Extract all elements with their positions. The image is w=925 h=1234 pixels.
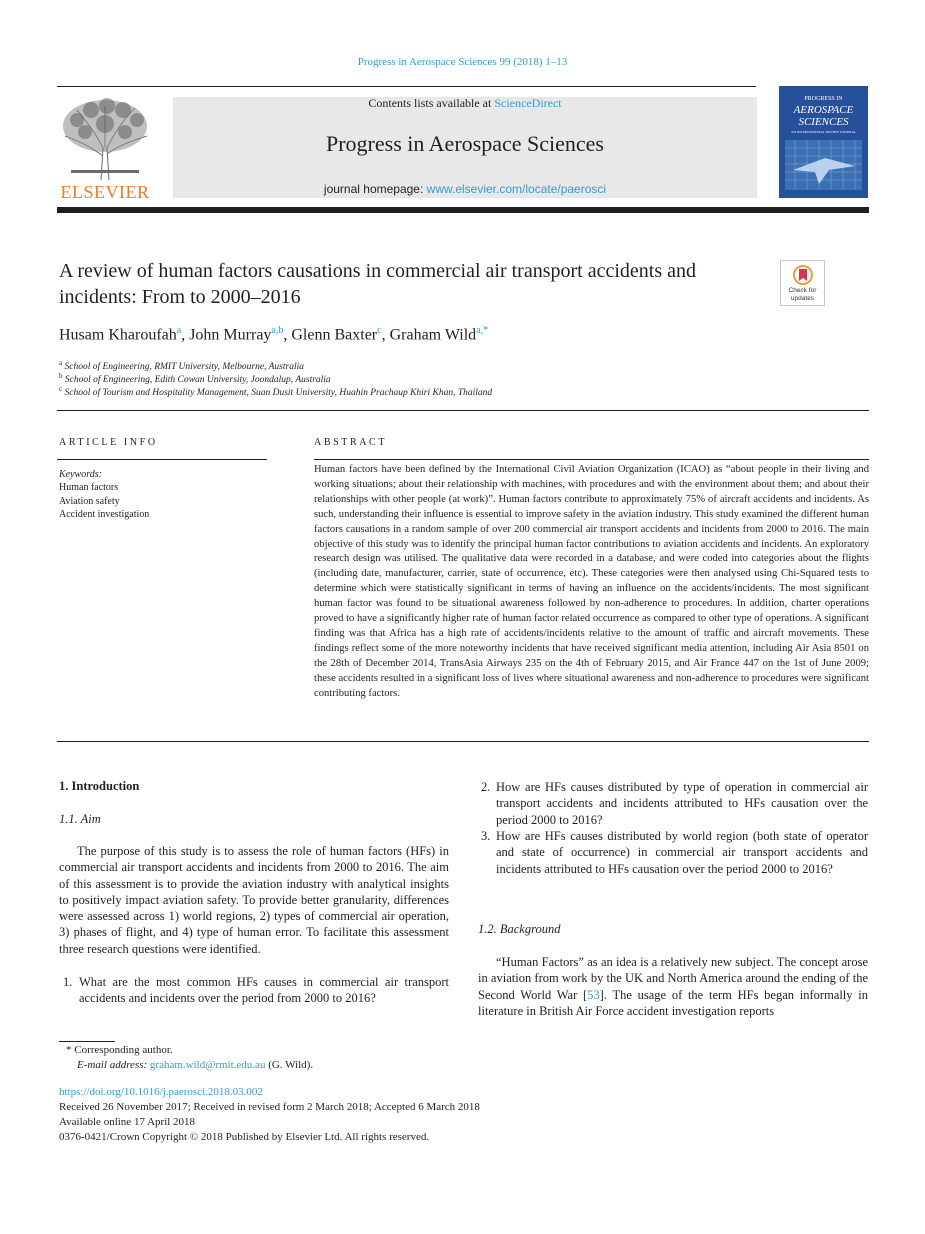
email-label: E-mail address:	[77, 1059, 150, 1071]
question-text: How are HFs causes distributed by world region (both state of operator and state of occurrence) in commercial air transport accidents and incidents attributed to HFs causation over the period 2000 to 2016?	[496, 829, 868, 876]
keyword: Human factors	[59, 482, 119, 493]
author-name[interactable]: John Murray	[189, 326, 272, 344]
article-title: A review of human factors causations in commercial air transport accidents and incidents: From to 2000–2016	[59, 260, 696, 308]
research-question	[481, 779, 868, 828]
email-note	[77, 1059, 313, 1071]
affiliation	[59, 359, 304, 372]
email-link[interactable]: graham.wild@rmit.edu.au	[149, 1059, 266, 1071]
article-info-heading: ARTICLE INFO	[59, 437, 158, 448]
author-affiliation-mark[interactable]: c	[377, 325, 382, 336]
keywords-label: Keywords:	[59, 469, 102, 480]
homepage-link[interactable]: www.elsevier.com/locate/paerosci	[426, 182, 607, 196]
affiliation-text: School of Engineering, Edith Cowan University, Joondalup, Australia	[64, 375, 331, 386]
elsevier-wordmark: ELSEVIER	[60, 182, 150, 202]
author-name[interactable]: Graham Wild	[389, 326, 477, 344]
crossmark-label: Check for updates	[788, 287, 817, 302]
crossmark-badge[interactable]	[780, 260, 825, 306]
cover-line-3: SCIENCES	[798, 116, 849, 128]
author-separator: ,	[283, 326, 292, 344]
contents-line	[173, 96, 757, 111]
email-suffix: (G. Wild).	[265, 1059, 314, 1071]
question-number: 2.	[481, 780, 491, 794]
author-separator: ,	[381, 326, 390, 344]
homepage-prefix: journal homepage:	[323, 182, 427, 196]
journal-cover[interactable]	[779, 86, 868, 198]
header-thick-rule	[57, 207, 869, 213]
corresponding-author-note: * Corresponding author.	[66, 1044, 173, 1056]
question-number: 1.	[63, 975, 73, 989]
affiliation-mark: a	[59, 359, 63, 367]
author-name[interactable]: Glenn Baxter	[291, 326, 378, 344]
header-divider	[57, 86, 756, 87]
journal-title: Progress in Aerospace Sciences	[326, 131, 604, 156]
background-text: “Human Factors” as an idea is a relatively new subject. The concept arose in aviation from work by the UK and North America around the ending of the Second World War [	[478, 955, 868, 1002]
question-text: How are HFs causes distributed by type of operation in commercial air transport accidents and incidents attributed to HFs causation over the period 2000 to 2016?	[496, 780, 868, 827]
tree-icon	[57, 96, 153, 182]
affiliation-mark: c	[59, 385, 63, 393]
available-online: Available online 17 April 2018	[59, 1116, 196, 1128]
sciencedirect-link[interactable]: ScienceDirect	[494, 96, 562, 110]
received-dates: Received 26 November 2017; Received in revised form 2 March 2018; Accepted 6 March 2018	[59, 1101, 480, 1113]
cover-line-4: AN INTERNATIONAL REVIEW JOURNAL	[790, 130, 857, 134]
abstract-divider	[57, 741, 869, 742]
crossmark-icon	[793, 264, 813, 286]
author-affiliation-mark[interactable]: a	[176, 325, 182, 336]
contents-prefix: Contents lists available at	[368, 96, 495, 110]
question-text: What are the most common HFs causes in commercial air transport accidents and incidents over the period from 2000 to 2016?	[79, 975, 449, 1006]
author-affiliation-mark[interactable]: a,b	[271, 325, 284, 336]
abstract-heading: ABSTRACT	[314, 437, 388, 448]
cover-artwork-icon	[785, 140, 862, 190]
abstract-rule	[314, 459, 869, 460]
footnote-rule	[59, 1041, 115, 1042]
cover-line-2: AEROSPACE	[793, 104, 854, 116]
background-text: ]. The usage of the term HFs began informally in literature in British Air Force accident investigation reports	[478, 987, 868, 1018]
affiliation-mark: b	[59, 372, 63, 380]
section-heading: 1. Introduction	[59, 779, 140, 793]
keyword: Accident investigation	[59, 509, 150, 520]
affiliation-text: School of Tourism and Hospitality Management, Suan Dusit University, Huahin Prachaup Khiri Khan, Thailand	[64, 388, 493, 399]
research-question	[481, 828, 868, 877]
author-affiliation-mark[interactable]: a,*	[476, 325, 489, 336]
doi-link[interactable]: https://doi.org/10.1016/j.paerosci.2018.03.002	[59, 1086, 263, 1098]
title-divider	[57, 410, 869, 411]
author-list	[59, 325, 488, 344]
subsection-heading: 1.2. Background	[478, 922, 561, 936]
background-paragraph	[478, 954, 868, 1019]
author-name[interactable]: Husam Kharoufah	[59, 326, 177, 344]
cover-line-1: PROGRESS IN	[804, 96, 843, 102]
citation-link[interactable]: 53	[587, 987, 600, 1002]
journal-reference[interactable]: Progress in Aerospace Sciences 99 (2018) 1–13	[357, 56, 568, 68]
article-info-rule	[57, 459, 267, 460]
copyright-line: 0376-0421/Crown Copyright © 2018 Published by Elsevier Ltd. All rights reserved.	[59, 1131, 430, 1143]
research-question	[63, 974, 449, 1007]
question-number: 3.	[481, 829, 491, 843]
author-separator: ,	[181, 326, 190, 344]
affiliation-text: School of Engineering, RMIT University, Melbourne, Australia	[64, 362, 304, 373]
keyword: Aviation safety	[59, 495, 120, 507]
abstract-text: Human factors have been defined by the International Civil Aviation Organization (ICAO) as “about people in their living and working situations; about their relationship with machines, with procedures and with the environment about them; and about their relationships with other people (at work)”. Human factors contribute to approximately 75% of aircraft accidents and incidents. As such, understanding their influence is essential to improve safety in the aviation industry. This study examined the different human factors causations in a random sample of over 200 commercial air transport accidents and incidents from 2000 to 2016. The main objective of this study was to identify the principal human factor contributions to aviation accidents and incidents. An exploratory research design was utilised. The qualitative data were recorded in a database, and were coded into categories about the flights (including date, manufacturer, carrier, state of occurrence, etc). These categories were then analysed using Chi-Squared tests to determine which were statistically significant in terms of having an influence on the accidents/incidents. The most significant human factor was found to be situational awareness followed by non-adherence to procedures. In addition, charter operations proved to have a significantly higher rate of human factor related occurrence as compared to other type of operations. A significant finding was that Africa has a high rate of accidents/incidents relative to the amount of traffic and aircraft movements. These findings reflect some of the more noteworthy incidents that have received significant media attention, including Air Asia 8501 on the 28th of December 2014, TransAsia Airways 235 on the 4th of February 2015, and Air France 447 on the 1st of June 2009; these accidents resulted in a significant loss of lives where situational awareness and non-adherence to procedures were significant contributing factors.	[314, 464, 869, 699]
affiliation	[59, 372, 331, 385]
journal-homepage	[173, 182, 757, 196]
affiliation	[59, 385, 492, 398]
aim-paragraph: The purpose of this study is to assess the role of human factors (HFs) in commercial air transport accidents and incidents from 2000 to 2016. The aim of this assessment is to provide the aviation industry with analytical insights to positively impact aviation safety. To provide better granularity, differences were assessed across 1) world regions, 2) types of commercial air operation, 3) phases of flight, and 4) type of human error. To facilitate this assessment three research questions were identified.	[59, 844, 449, 956]
subsection-heading: 1.1. Aim	[59, 812, 101, 826]
